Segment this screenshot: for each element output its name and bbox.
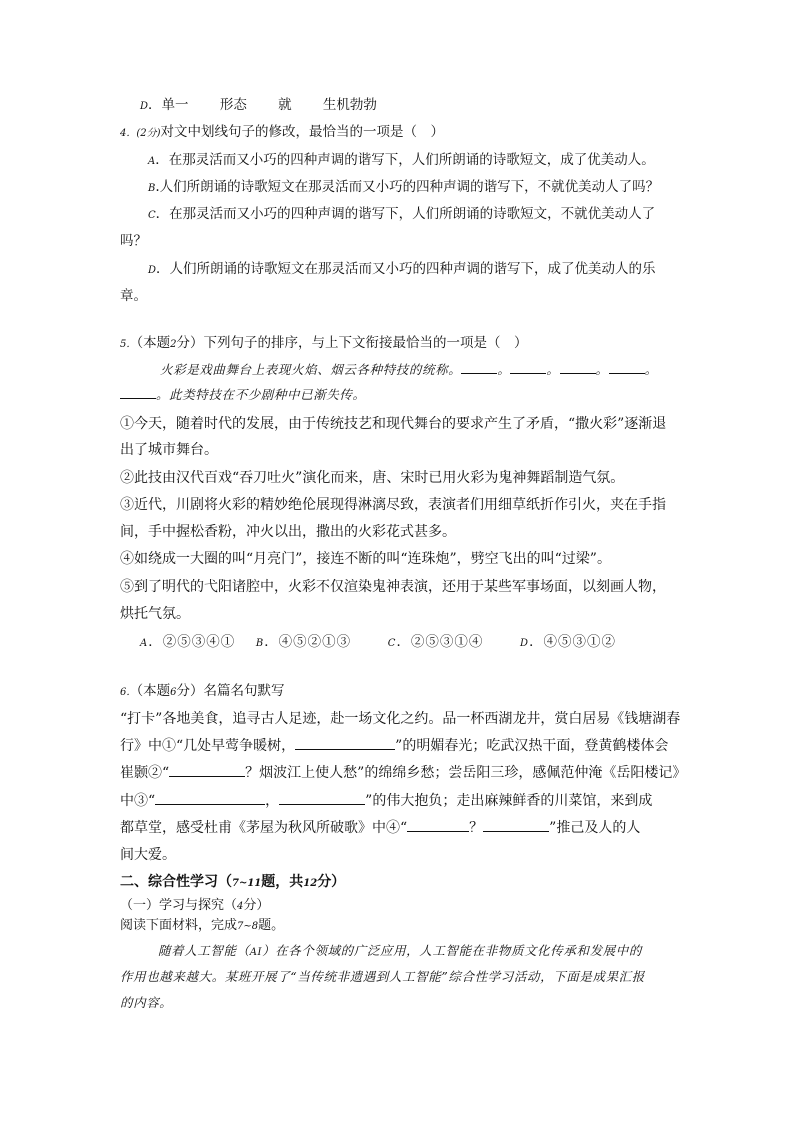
answer-blank-3a[interactable] — [155, 792, 265, 805]
q5-option-d-letter: D — [520, 638, 530, 649]
q6-stem-a: （本题 — [136, 683, 171, 699]
q4-option-d-cont: 章。 — [120, 288, 147, 304]
q5-option-b: ．④⑤②①③ — [264, 634, 352, 650]
section-2-title-a: 二、综合性学习（ — [120, 874, 232, 890]
q5-option-c-letter: C — [387, 638, 397, 649]
q5-sentence-3a: ③近代，川剧将火彩的精妙绝伦展现得淋漓尽致，表演者们用细草纸折作引火，夹在手指 — [120, 497, 666, 513]
q5-context-line2 — [120, 386, 366, 404]
q4-option-b-text: .人们所朗诵的诗歌短文在那灵活而又小巧的四种声调的谐写下，不就优美动人了吗？ — [155, 179, 660, 195]
q6-line4-b: ， — [265, 793, 280, 809]
q3-option-d — [140, 96, 377, 116]
q5-stem — [120, 334, 528, 354]
q4-option-d-letter: D — [148, 265, 157, 276]
q4-option-c-cont: 吗？ — [120, 233, 147, 249]
q4-option-b — [148, 178, 659, 198]
q4-option-d — [148, 260, 656, 280]
q4-score: (2分) — [136, 128, 161, 139]
q5-sentence-1a: ①今天，随着时代的发展，由于传统技艺和现代舞台的要求产生了矛盾，“撒火彩”逐渐退 — [120, 416, 667, 432]
q5-number: 5． — [120, 339, 137, 350]
q5-stem-a: （本题 — [136, 335, 171, 351]
q6-line3-b: ？烟波江上使人愁”的绵绵乡愁；尝岳阳三珍，感佩范仲淹《岳阳楼记》 — [245, 765, 687, 781]
reading-instruction-a: 阅读下面材料，完成 — [120, 918, 238, 933]
q5-context-1: 火彩是戏曲舞台上表现火焰、烟云各种特技的统称。 — [160, 362, 462, 377]
section-2-score: 12 — [303, 878, 318, 889]
q3-option-d-letter: D — [140, 101, 149, 112]
blank-line — [510, 361, 546, 374]
section-2-title-c: 分） — [317, 874, 346, 890]
q5-sentence-1b: 出了城市舞台。 — [120, 442, 218, 458]
q4-option-b-letter: B — [148, 183, 156, 194]
q6-line5-c: ”推己及人的人 — [549, 820, 641, 836]
q4-question: 对文中划线句子的修改，最恰当的一项是（ ） — [160, 124, 445, 140]
q5-context-2: 。此类特技在不少剧种中已渐失传。 — [156, 387, 366, 402]
answer-blank-3b[interactable] — [279, 792, 365, 805]
q6-number: 6． — [120, 687, 137, 698]
answer-blank-4a[interactable] — [407, 819, 469, 832]
answer-blank-2[interactable] — [169, 764, 245, 777]
q5-sentence-2: ②此技由汉代百戏“吞刀吐火”演化而来，唐、宋时已用火彩为鬼神舞蹈制造气氛。 — [120, 470, 625, 486]
q6-stem-b: 分）名篇名句默写 — [176, 683, 285, 699]
subsection-1-score: 4 — [237, 901, 244, 912]
q6-line1: “打卡”各地美食，追寻古人足迹，赴一场文化之约。品一杯西湖龙井，赏白居易《钱塘湖春 — [120, 711, 681, 727]
q6-line2 — [120, 737, 668, 755]
q5-option-b-letter: B — [255, 638, 265, 649]
q3-option-d-text: ．单一 形态 就 生机勃勃 — [148, 97, 377, 113]
q6-line4 — [120, 792, 652, 810]
material-line1-a: 随着人工智能（ — [158, 943, 250, 958]
q4-option-a — [148, 151, 655, 171]
q4-option-d-text: ．人们所朗诵的诗歌短文在那灵活而又小巧的四种声调的谐写下，成了优美动人的乐 — [156, 261, 656, 277]
q4-number: 4． — [120, 128, 137, 139]
q6-line5 — [120, 819, 640, 837]
q4-option-a-text: ．在那灵活而又小巧的四种声调的谐写下，人们所朗诵的诗歌短文，成了优美动人。 — [155, 152, 655, 168]
q6-line6: 间大爱。 — [120, 847, 176, 863]
material-line1-b: ）在各个领域的广泛应用，人工智能在非物质文化传承和发展中的 — [262, 943, 642, 958]
blank-line — [120, 386, 156, 399]
q6-stem — [120, 682, 285, 702]
q6-line5-a: 都草堂，感受杜甫《茅屋为秋风所破歌》中④“ — [120, 820, 408, 836]
q5-option-c: ．②⑤③①④ — [396, 634, 484, 650]
blank-line — [609, 361, 645, 374]
q6-line2-b: ”的明媚春光；吃武汉热干面，登黄鹤楼体会 — [395, 738, 669, 754]
blank-line — [461, 361, 497, 374]
q5-stem-b: 分）下列句子的排序，与上下文衔接最恰当的一项是（ ） — [176, 335, 528, 351]
q5-sentence-3b: 间，手中握松香粉，冲火以出，撒出的火彩花式甚多。 — [120, 524, 456, 540]
q5-options — [140, 633, 616, 653]
q5-option-a-letter: A — [140, 638, 149, 649]
material-line3: 的内容。 — [120, 995, 173, 1010]
q5-sentence-5a: ⑤到了明代的弋阳诸腔中，火彩不仅渲染鬼神表演，还用于某些军事场面，以刻画人物， — [120, 579, 666, 595]
section-2-range: 7~11 — [232, 878, 262, 889]
q4-option-c — [148, 205, 655, 225]
material-ai: AI — [249, 947, 263, 958]
answer-blank-1[interactable] — [295, 737, 395, 750]
subsection-1-title-b: 分） — [243, 898, 270, 913]
q6-line4-c: ”的伟大抱负；走出麻辣鲜香的川菜馆，来到成 — [365, 793, 653, 809]
q6-line3 — [120, 764, 686, 782]
answer-blank-4b[interactable] — [483, 819, 549, 832]
q4-option-c-text: ．在那灵活而又小巧的四种声调的谐写下，人们所朗诵的诗歌短文，不就优美动人了 — [155, 206, 656, 222]
section-2-title-b: 题，共 — [261, 874, 304, 890]
reading-instruction-range: 7~8 — [237, 921, 259, 932]
q6-score: 6 — [170, 687, 177, 698]
reading-instruction — [120, 917, 284, 936]
q4-stem — [120, 123, 444, 143]
section-2-title — [120, 873, 345, 893]
q6-line4-a: 中③“ — [120, 793, 156, 809]
q5-context-line1: 火彩是戏曲舞台上表现火焰、烟云各种特技的统称。 。 。 。 。 — [160, 362, 658, 377]
q5-option-d: ．④⑤③①② — [529, 634, 617, 650]
q4-option-c-letter: C — [148, 210, 156, 221]
q5-sentence-4: ④如绕成一大圈的叫“月亮门”，接连不断的叫“连珠炮”，劈空飞出的叫“过梁”。 — [120, 551, 611, 567]
q5-option-a: ．②⑤③④① — [148, 634, 236, 650]
q4-option-a-letter: A — [148, 156, 156, 167]
q5-sentence-5b: 烘托气氛。 — [120, 606, 190, 622]
q6-line5-b: ？ — [469, 820, 484, 836]
subsection-1-title-a: （一）学习与探究（ — [120, 898, 238, 913]
material-line2: 作用也越来越大。某班开展了“当传统非遗遇到人工智能”综合性学习活动，下面是成果汇报 — [120, 969, 645, 984]
subsection-1-title — [120, 897, 269, 916]
q6-line2-a: 行》中①“几处早莺争暖树， — [120, 738, 296, 754]
reading-instruction-b: 题。 — [258, 918, 285, 933]
q6-line3-a: 崔颢②“ — [120, 765, 170, 781]
q5-score: 2 — [170, 339, 177, 350]
material-line1 — [158, 942, 642, 962]
blank-line — [560, 361, 596, 374]
